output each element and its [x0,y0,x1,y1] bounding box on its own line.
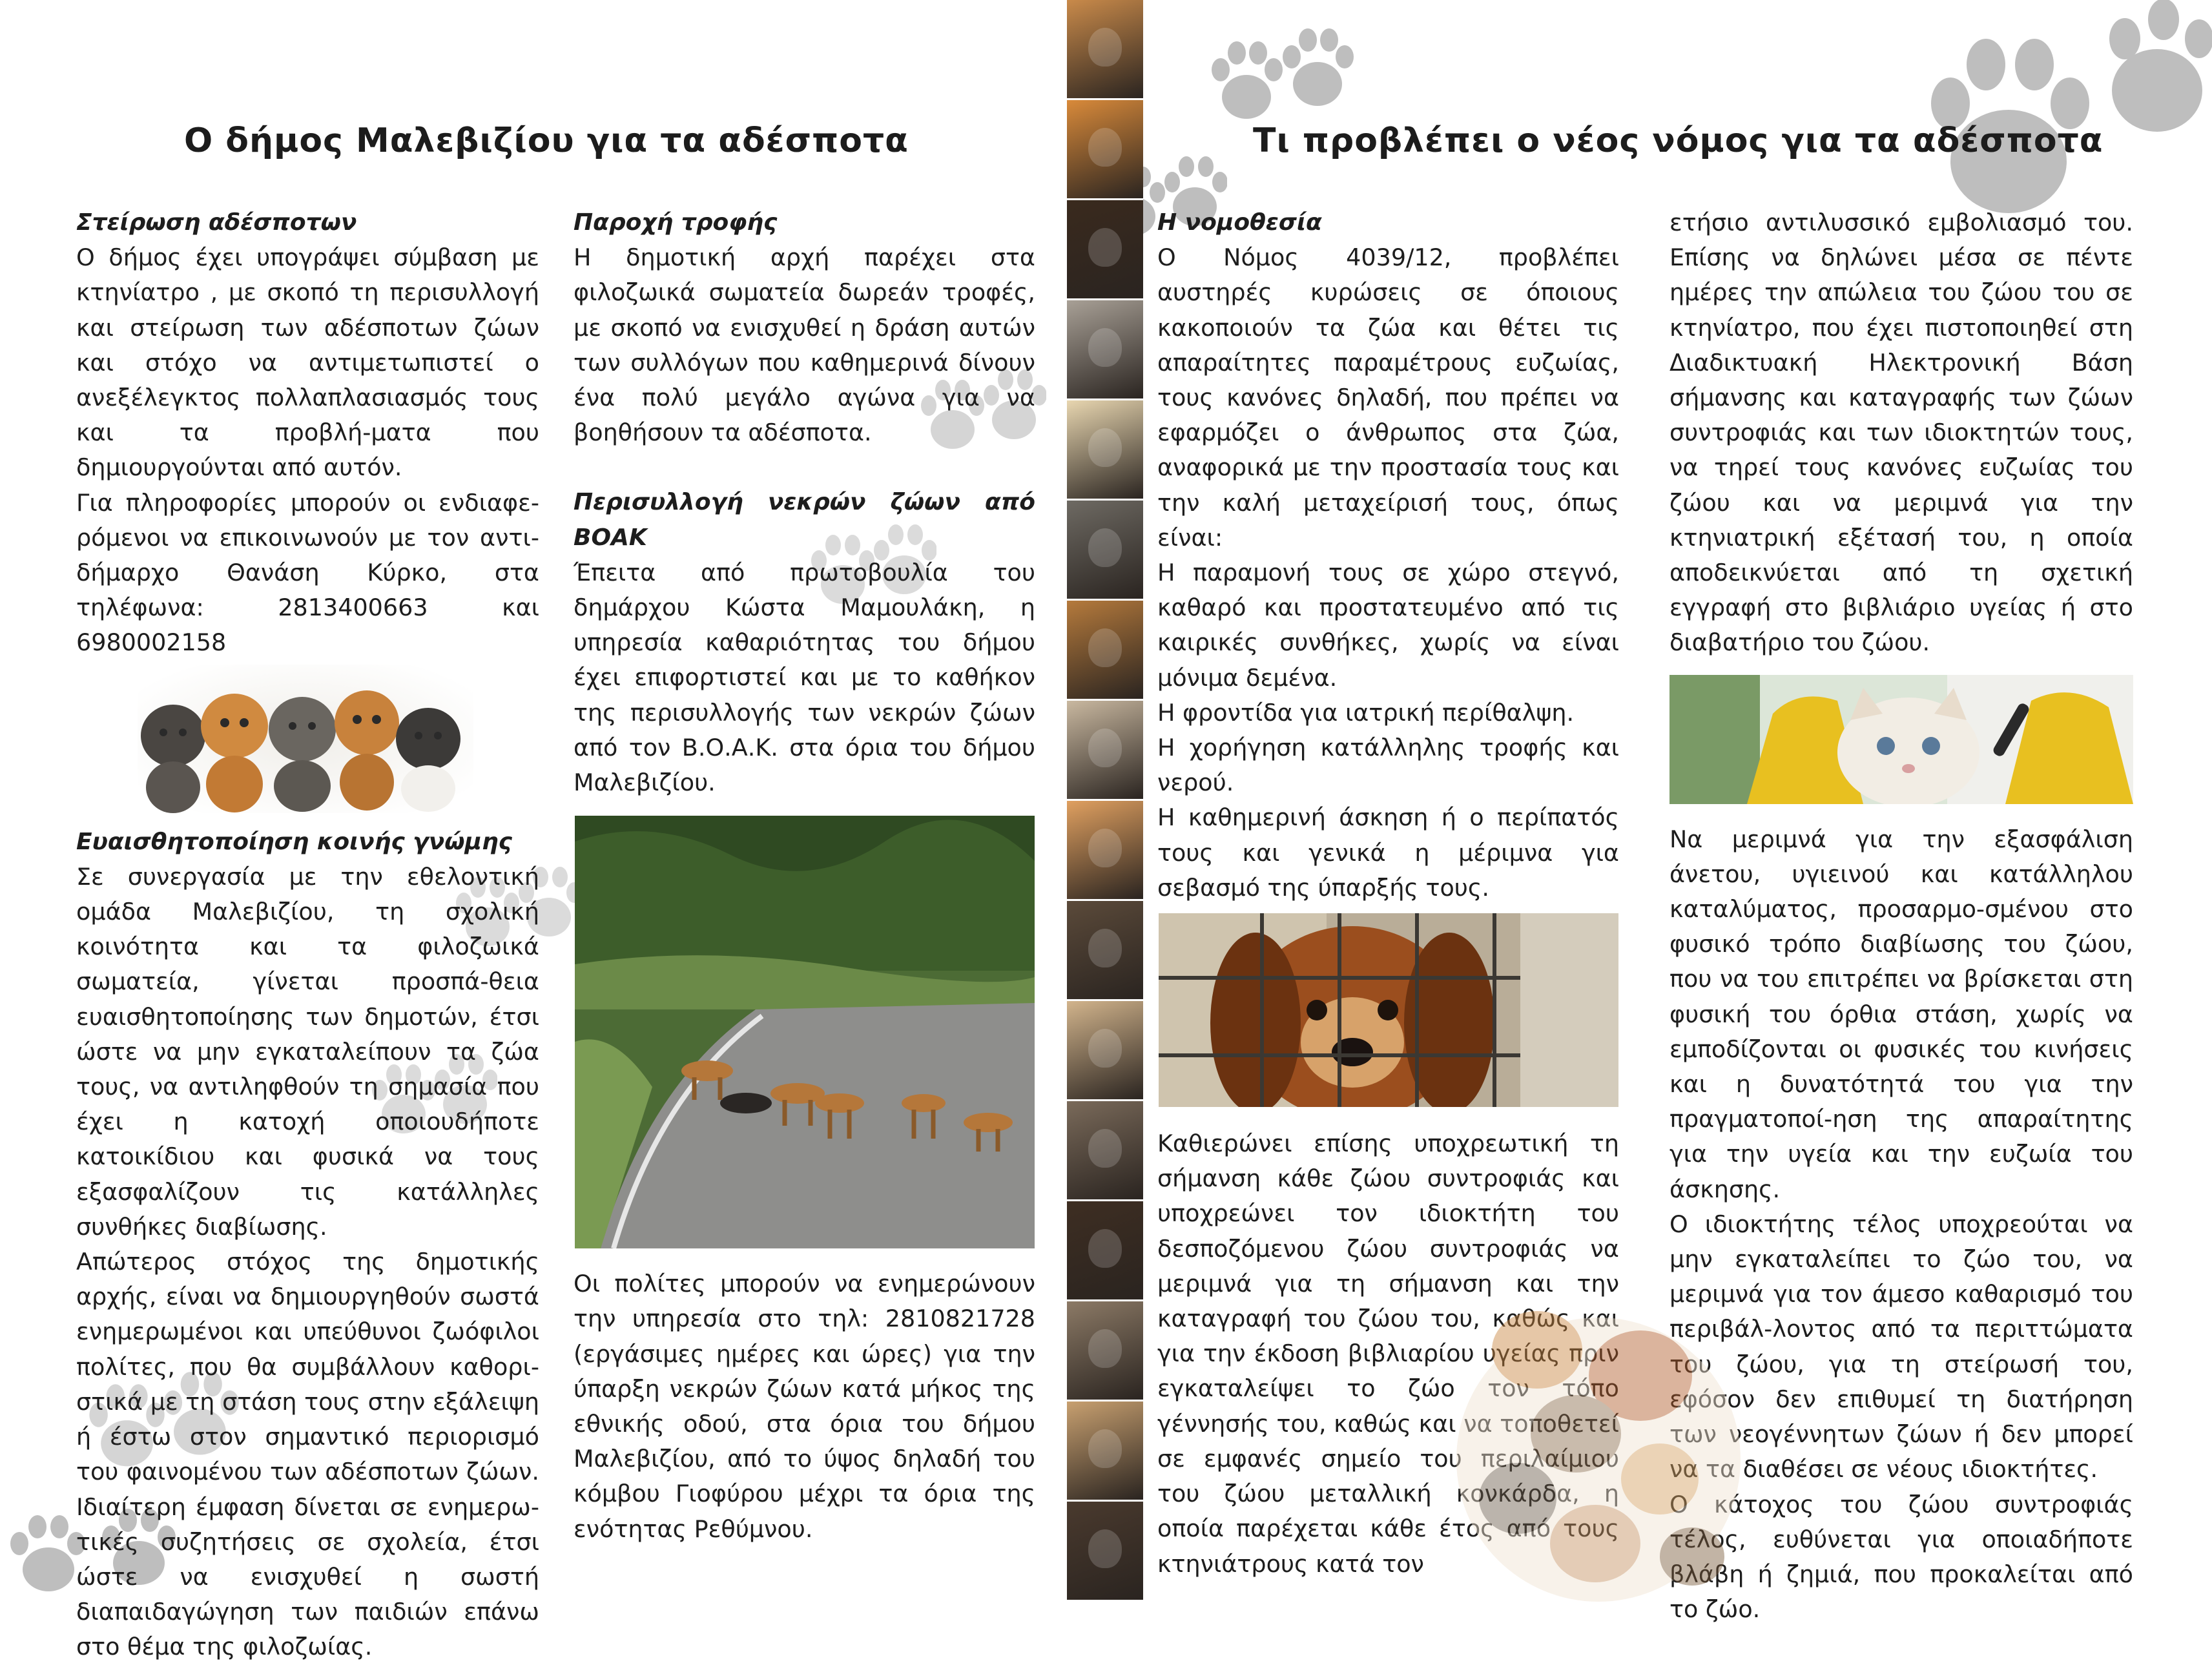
strip-animal-photo [1067,501,1143,601]
kitten-vet-exam-photo [1669,675,2133,804]
section-heading-collection: Περισυλλογή νεκρών ζώων από ΒΟΑΚ [574,489,1035,551]
paragraph: Ο δήμος έχει υπογράψει σύμβαση με κτηνίατρο , με σκοπό τη περισυλλογή και στείρωση των αδέσποτων ζώων και στόχο να αντιμετωπιστεί ο ανεξέλεγκτος πολλαπλασιασμός τους και τα προβλή-ματα που δημιουργούνται από αυτόν. [76,243,539,482]
strip-animal-photo [1067,801,1143,901]
paragraph: Ο Νόμος 4039/12, προβλέπει αυστηρές κυρώσεις σε όποιους κακοποιούν τα ζώα και θέτει τις απαραίτητες παραμέτρους ευζωίας, τους κανόνες δηλαδή, που πρέπει να εφαρμόζει ο άνθρωπος στα ζώα, αναφορικά με την προστασία τους και την καλή μεταχείρισή τους, όπως είναι: [1157,243,1619,552]
paragraph: Να μεριμνά για την εξασφάλιση άνετου, υγιεινού και κατάλληλου καταλύματος, προσαρμο-σμένου στο φυσικό τρόπο διαβίωσης του ζώου, που να του επιτρέπει να βρίσκεται στη φυσική του όρθια στάση, χωρίς να εμποδίζονται οι φυσικές του κινήσεις και η δυνατότητά του για την πραγματοποί-ηση της απαραίτητης για την υγεία και την ευζωία του άσκησης. [1669,825,2133,1203]
strip-animal-photo [1067,200,1143,300]
strip-animal-photo [1067,701,1143,801]
strip-animal-photo [1067,1401,1143,1502]
paw-print-large-icon [1912,0,2212,220]
section-heading-legislation: Η νομοθεσία [1157,209,1322,236]
paragraph: Ο ιδιοκτήτης τέλος υποχρεούται να μην εγκαταλείπει το ζώο του, να μεριμνά για τον άμεσο καθαρισμό του περιβάλ-λοντος από τα περιττώματα του ζώου, για τη στείρωσή του, εφόσον δεν επιθυμεί τη διατήρηση των νεογέννητων ζώων ή δεν μπορεί να τα διαθέσει σε νέους ιδιοκτήτες. [1669,1210,2133,1484]
paragraph: ετήσιο αντιλυσσικό εμβολιασμό του. Επίσης να δηλώνει μέσα σε πέντε ημέρες την απώλεια του ζώου του σε κτηνίατρο, που έχει πιστοποιηθεί στη Διαδικτυακή Ηλεκτρονική Βάση σήμανσης και καταγραφής των ζώων συντροφιάς και των ιδιοκτητών τους, να τηρεί τους κανόνες ευζωίας του ζώου και να μεριμνά για την κτηνιατρική εξέτασή του, η οποία αποδεικνύεται από τη σχετική εγγραφή στο βιβλιάριο υγείας ή στο διαβατήριο του ζώου. [1669,209,2133,657]
animals-collage-photo [1447,1266,1750,1602]
strip-animal-photo [1067,100,1143,200]
paw-print-icon [1208,19,1356,136]
strip-animal-photo [1067,1101,1143,1201]
section-heading-food: Παροχή τροφής [574,209,778,236]
paragraph: Η φροντίδα για ιατρική περίθαλψη. [1157,698,1575,727]
strip-animal-photo [1067,601,1143,701]
paragraph: Η παραμονή τους σε χώρο στεγνό, καθαρό και προστατευμένο από τις καιρικές συνθήκες, χωρίς να είναι μόνιμα δεμένα. [1157,559,1619,692]
street-dogs-photo [575,816,1035,1248]
paragraph: Έπειτα από πρωτοβουλία του δημάρχου Κώστα Μαμουλάκη, η υπηρεσία καθαριότητας του δήμου έχει επιφορτιστεί και με το καθήκον της περισυλλογής των νεκρών ζώων από τον Β.Ο.Α.Κ. στα όρια του δήμου Μαλεβιζίου. [574,558,1035,797]
paragraph: Καθιερώνει επίσης υποχρεωτική τη σήμανση κάθε ζώου συντροφιάς και υποχρεώνει τον ιδιοκτήτη του δεσποζόμενου ζώου συντροφιάς να μεριμνά για τη σήμανση και την καταγραφή του ζώου του, καθώς και για την έκδοση βιβλιαρίου υγείας πριν εγκαταλείψει το ζώο τον τόπο γέννησής του, καθώς και να τοποθετεί σε εμφανές σημείο του περιλαίμιου του ζώου μεταλλική κονκάρδα, η οποία παρέχεται κάθε έτος από τους κτηνιάτρους κατά τον [1157,1130,1619,1578]
strip-animal-photo [1067,1502,1143,1602]
strip-animal-photo [1067,1001,1143,1101]
left-column-1 [76,205,539,1665]
strip-animal-photo [1067,1301,1143,1401]
left-page-title: Ο δήμος Μαλεβιζίου για τα αδέσποτα [184,121,909,160]
paragraph: Για πληροφορίες μπορούν οι ενδιαφε-ρόμενοι να επικοινωνούν με τον αντι-δήμαρχο Θανάση Κύρκο, στα τηλέφωνα: 2813400663 και 6980002158 [76,488,539,657]
section-heading-awareness: Ευαισθητοποίηση κοινής γνώμης [76,828,512,855]
strip-animal-photo [1067,400,1143,501]
left-column-2 [574,205,1035,1547]
paragraph: Οι πολίτες μπορούν να ενημερώνουν την υπηρεσία στο τηλ: 2810821728 (εργάσιμες ημέρες και ώρες) για την ύπαρξη νεκρών ζώων κατά μήκος της εθνικής οδού, στα όρια του δήμου Μαλεβιζίου, από το ύψος δηλαδή του κόμβου Γιοφύρου μέχρι τα όρια της ενότητας Ρεθύμνου. [574,1270,1035,1543]
paragraph: Σε συνεργασία με την εθελοντική ομάδα Μαλεβιζίου, τη σχολική κοινότητα και τα φιλοζωικά σωματεία, γίνεται προσπά-θεια ευαισθητοποίησης των δημοτών, έτσι ώστε να μην εγκαταλείπουν τα ζώα τους, να αντιληφθούν τη σημασία που έχει η κατοχή οποιουδήποτε κατοικίδιου και φυσικά να τους εξασφαλίζουν τις κατάλληλες συνθήκες διαβίωσης. [76,862,539,1241]
strip-animal-photo [1067,901,1143,1001]
section-heading-sterilization: Στείρωση αδέσποτων [76,209,357,236]
paragraph: Ο κάτοχος του ζώου συντροφιάς τέλος, ευθύνεται για οποιαδήποτε βλάβη ή ζημιά, που προκαλείται από το ζώο. [1669,1490,2133,1624]
animal-photo-strip [1067,0,1143,1602]
kittens-photo [138,665,473,813]
strip-animal-photo [1067,300,1143,400]
paragraph: Η δημοτική αρχή παρέχει στα φιλοζωικά σωματεία δωρεάν τροφές, με σκοπό να ενισχυθεί η δράση αυτών των συλλόγων που καθημερινά δίνουν ένα πολύ μεγάλο αγώνα για να βοηθήσουν τα αδέσποτα. [574,243,1035,447]
puppy-behind-fence-photo [1159,913,1618,1107]
strip-animal-photo [1067,1201,1143,1301]
paragraph: Η χορήγηση κατάλληλης τροφής και νερού. [1157,734,1619,797]
paragraph: Η καθημερινή άσκηση ή ο περίπατός τους και γενικά η μέριμνα για σεβασμό της ύπαρξής τους. [1157,803,1619,902]
strip-animal-photo [1067,0,1143,100]
right-page-title: Τι προβλέπει ο νέος νόμος για τα αδέσποτα [1253,121,2103,160]
paragraph: Απώτερος στόχος της δημοτικής αρχής, είναι να δημιουργηθούν σωστά ενημερωμένοι και υπεύθυνοι ζωόφιλοι πολίτες, που θα συμβάλλουν καθορι-στικά με τη στάση τους στην εξάλειψη ή έστω στον σημαντικό περιορισμό του φαινομένου των αδέσποτων ζώων. Ιδιαίτερη έμφαση δίνεται σε ενημερω-τικές συζητήσεις σε σχολεία, έτσι ώστε να ενισχυθεί η σωστή διαπαιδαγώγηση των παιδιών επάνω στο θέμα της φιλοζωίας. [76,1248,539,1661]
